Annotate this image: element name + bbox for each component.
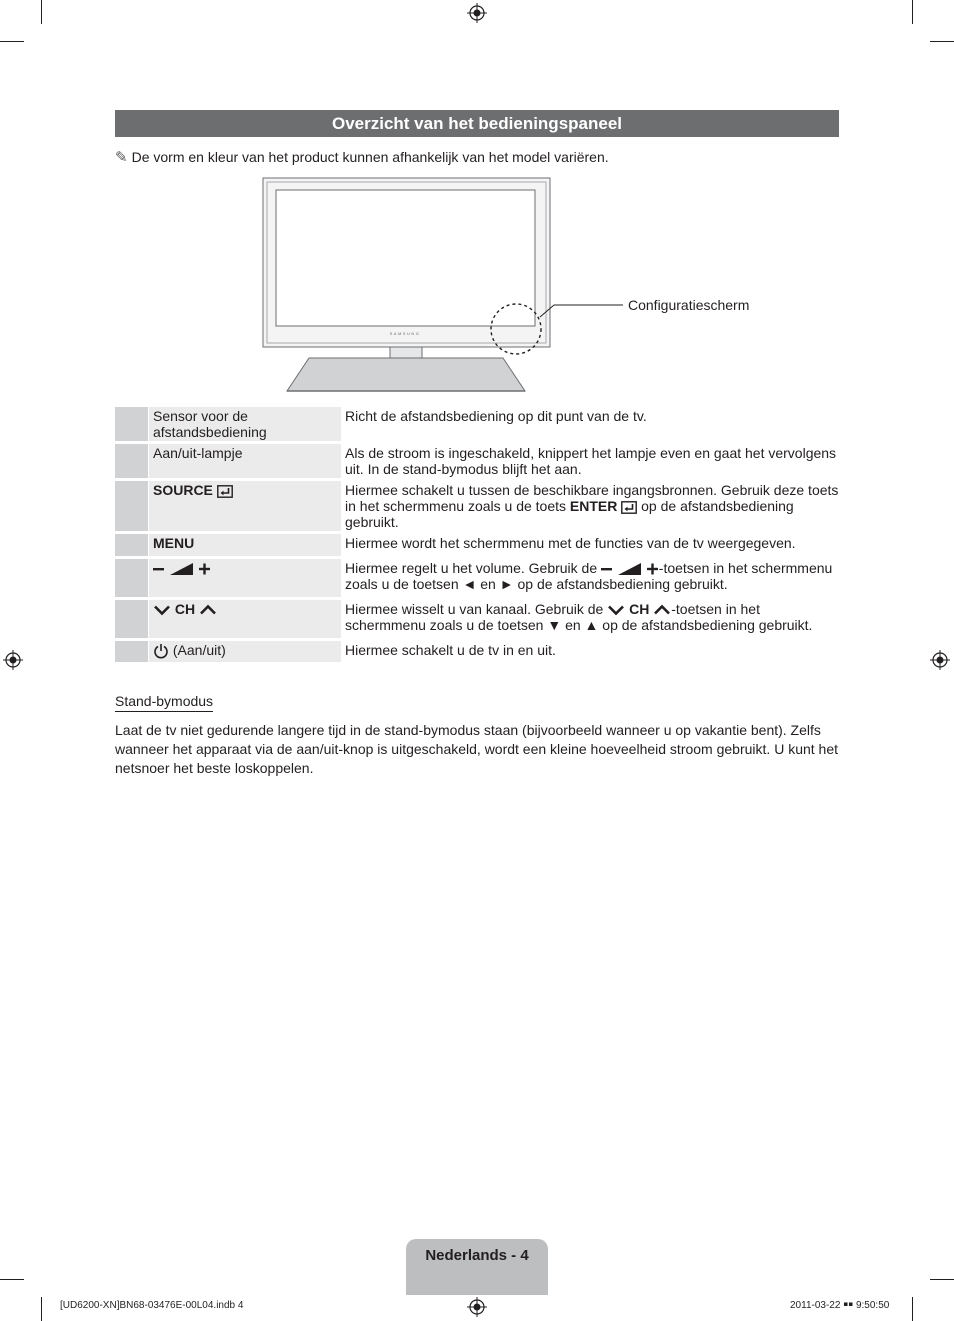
row-marker <box>115 481 148 531</box>
enter-icon <box>217 485 233 498</box>
control-description: Als de stroom is ingeschakeld, knippert het lampje even en gaat het vervolgens uit. In de stand-bymodus blijft het aan. <box>345 445 837 477</box>
row-marker <box>115 600 148 638</box>
note <box>115 148 609 167</box>
control-name <box>149 481 341 531</box>
enter-key-label: ENTER <box>569 498 618 514</box>
chevron-down-icon <box>153 604 171 616</box>
control-description: Hiermee wordt het schermmenu met de functies van de tv weergegeven. <box>345 535 796 551</box>
control-description: Hiermee regelt u het volume. Gebruik de -toetsen in het schermmenu zoals u de toetsen ◄ en ► op de afstandsbediening gebruikt. <box>345 560 833 593</box>
row-marker <box>115 444 148 478</box>
registration-mark-icon <box>467 3 487 23</box>
registration-mark-icon <box>930 650 950 670</box>
control-name <box>149 600 341 638</box>
row-marker <box>115 641 148 662</box>
row-marker <box>115 534 148 556</box>
control-name: Sensor voor de afstandsbediening <box>149 407 341 441</box>
volume-icon <box>617 562 643 576</box>
crop-mark <box>930 1279 954 1280</box>
power-icon <box>153 643 169 659</box>
control-name: Aan/uit-lampje <box>149 444 341 478</box>
table-row <box>115 641 839 662</box>
crop-mark <box>0 41 24 42</box>
table-row <box>115 444 839 478</box>
crop-mark <box>912 1297 913 1321</box>
control-name: (Aan/uit) <box>149 641 341 662</box>
callout-label: Configuratiescherm <box>628 297 750 313</box>
chevron-up-icon <box>653 604 671 616</box>
crop-mark <box>0 1279 24 1280</box>
controls-table <box>115 407 839 665</box>
table-row <box>115 534 839 556</box>
tv-illustration <box>262 177 756 397</box>
crop-mark <box>41 0 42 24</box>
channel-label: CH <box>629 601 650 617</box>
control-name <box>149 559 341 597</box>
print-slug-left: [UD6200-XN]BN68-03476E-00L04.indb 4 <box>60 1300 244 1311</box>
volume-icon <box>169 562 195 576</box>
control-name: MENU <box>149 534 341 556</box>
source-label: SOURCE <box>153 482 213 498</box>
row-marker <box>115 407 148 441</box>
control-description: Hiermee wisselt u van kanaal. Gebruik de CH -toetsen in het schermmenu zoals u de toetsen ▼ en ▲ op de afstandsbediening gebruikt. <box>345 601 813 633</box>
volume-plus-icon <box>647 563 659 575</box>
volume-minus-icon <box>601 563 613 575</box>
page-number-tab: Nederlands - 4 <box>406 1239 548 1295</box>
chevron-down-icon <box>607 604 625 616</box>
standby-paragraph: Laat de tv niet gedurende langere tijd in de stand-bymodus staan (bijvoorbeeld wanneer u op vakantie bent). Zelfs wanneer het apparaat via de aan/uit-knop is uitgeschakeld, wordt een kleine hoeveelheid stroom gebruikt. U kunt het netsnoer het beste loskoppelen. <box>115 722 839 776</box>
enter-icon <box>621 501 637 514</box>
channel-label: CH <box>174 601 196 617</box>
note-text: De vorm en kleur van het product kunnen afhankelijk van het model variëren. <box>131 149 609 165</box>
table-row <box>115 481 839 531</box>
print-slug-right: 2011-03-22 ￭￭ 9:50:50 <box>790 1300 890 1311</box>
crop-mark <box>912 0 913 24</box>
volume-plus-icon <box>199 563 211 575</box>
control-description: Hiermee schakelt u tussen de beschikbare ingangsbronnen. Gebruik deze toets in het schermmenu zoals u de toets ENTER op de afstandsbediening gebruikt. <box>345 482 839 530</box>
row-marker <box>115 559 148 597</box>
registration-mark-icon <box>467 1297 487 1317</box>
control-description: Hiermee schakelt u de tv in en uit. <box>345 642 556 658</box>
tv-brand-logo: SAMSUNG <box>389 331 421 336</box>
crop-mark <box>930 41 954 42</box>
registration-mark-icon <box>3 650 23 670</box>
volume-minus-icon <box>153 563 165 575</box>
control-description: Richt de afstandsbediening op dit punt van de tv. <box>345 408 647 424</box>
page-title: Overzicht van het bedieningspaneel <box>115 110 839 137</box>
table-row <box>115 559 839 597</box>
pencil-icon: ✎ <box>115 149 128 166</box>
table-row <box>115 407 839 441</box>
table-row <box>115 600 839 638</box>
crop-mark <box>41 1297 42 1321</box>
section-heading: Stand-bymodus <box>115 692 213 712</box>
chevron-up-icon <box>199 604 217 616</box>
